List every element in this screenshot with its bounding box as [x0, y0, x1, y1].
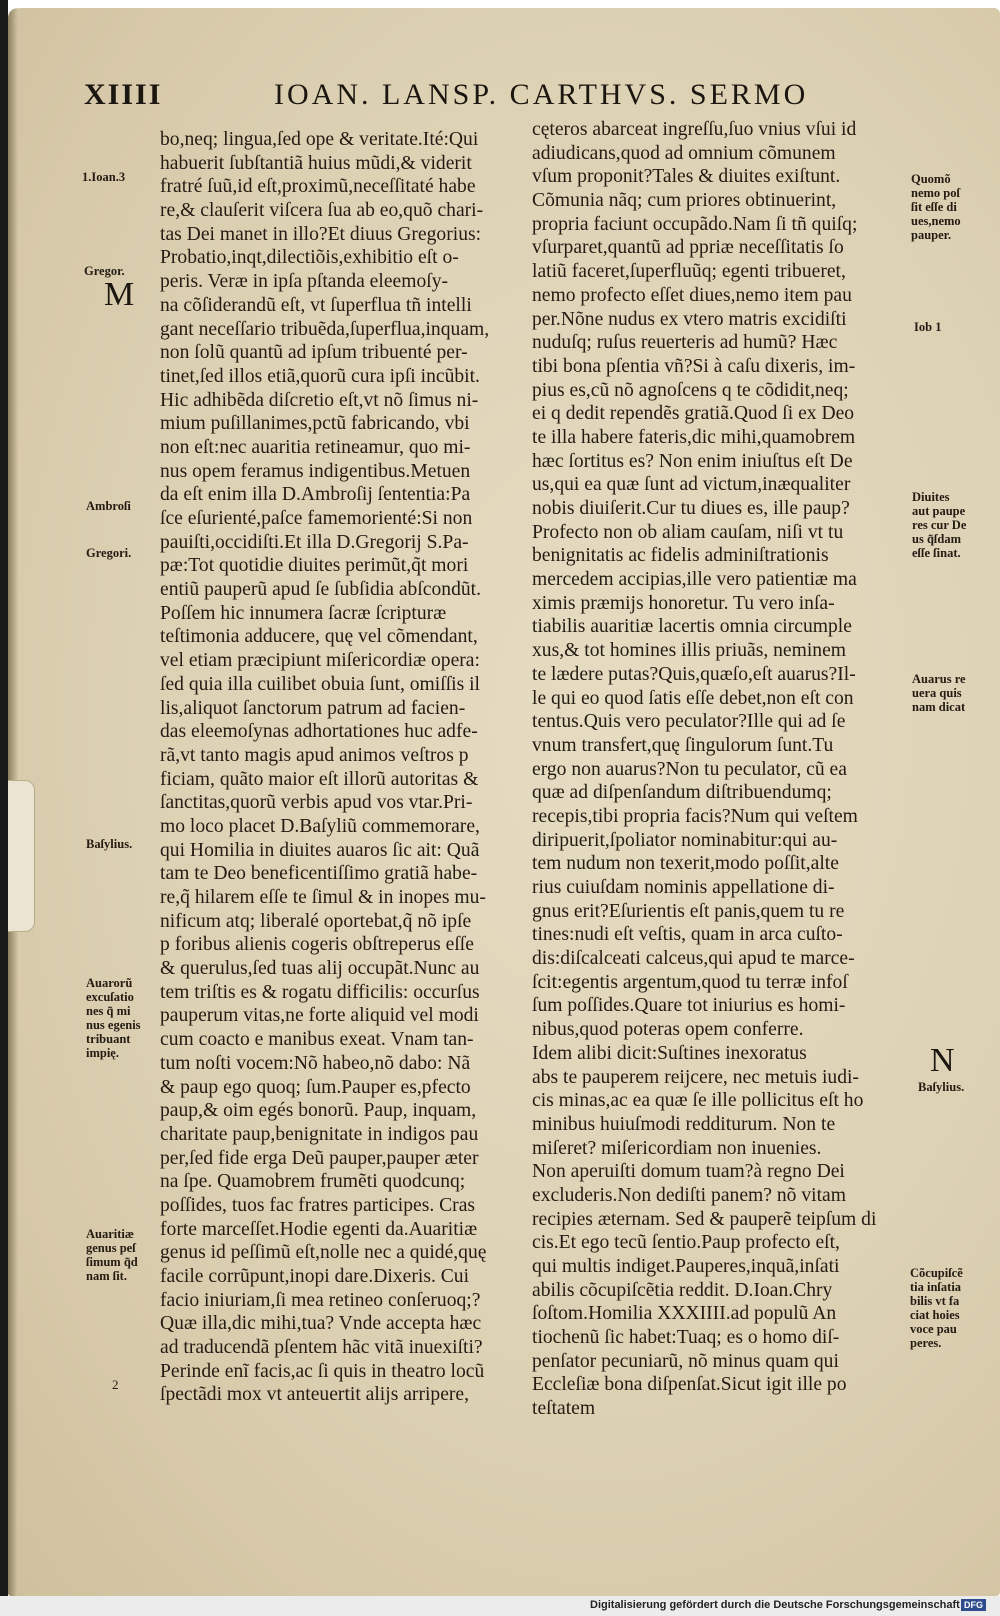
text-line: miſeret? miſericordiam non inuenies. — [532, 1137, 822, 1159]
margin-note-line: Auarus re — [912, 672, 966, 686]
scan-edge — [0, 0, 8, 1616]
text-line: tum noſti vocem:Nõ habeo,nõ dabo: Nã — [160, 1052, 471, 1074]
text-line: re,q̃ hilarem eſſe te ſimul & in inopes mu- — [160, 887, 486, 908]
text-line: le qui eo quod ſatis eſſe debet,non eſt con — [532, 687, 854, 709]
text-line: Idem alibi dicit:Suſtines inexoratus — [532, 1042, 807, 1064]
text-line: Non aperuiſti domum tuam?à regno Dei — [532, 1161, 845, 1183]
margin-note-line: eſſe ſinat. — [912, 546, 961, 560]
text-line: quæ ad diſpenſandum diſtribuendumq; — [532, 782, 832, 804]
text-line: cęteros abarceat ingreſſu,ſuo vnius vſui id — [532, 119, 857, 140]
page-clip — [8, 780, 35, 932]
margin-note-line: pauper. — [911, 228, 952, 242]
text-line: forte marceſſet.Hodie egenti da.Auaritiæ — [160, 1218, 478, 1240]
text-line: na ſpe. Quamobrem frumẽti quodcunq; — [160, 1171, 466, 1193]
text-line: fratré ſuũ,id eſt,proximũ,neceſſitaté habe — [160, 176, 476, 198]
text-line: vel etiam præcipiunt miſericordiæ opera: — [160, 650, 480, 672]
text-line: vnum transfert,quę ſingulorum ſunt.Tu — [532, 734, 834, 756]
margin-note-line: nus egenis — [86, 1018, 141, 1032]
text-line: recepis,tibi propria facis?Num qui veſtem — [532, 805, 858, 827]
margin-note-line: nes q̃ mi — [86, 1004, 131, 1018]
margin-note-basylius-left — [86, 837, 132, 851]
margin-note-line: Cõcupiſcẽ — [910, 1266, 963, 1280]
text-line: tinet,ſed illos etiã,quorũ cura ipſi incũbit. — [160, 365, 480, 387]
text-line: nus opem feramus indigentibus.Metuen — [160, 460, 471, 482]
text-line: nuduſq; ruſus reuerteris ad humũ? Hæc — [532, 332, 838, 354]
text-line: diripuerit,ſpoliator nominabitur:qui au- — [532, 829, 838, 851]
text-line: genus id peſſimũ eſt,nolle nec a quidé,quę — [160, 1242, 487, 1264]
text-line: tines:nudi eſt veſtis, quam in arca cuſto- — [532, 924, 843, 946]
margin-note-line: nam ſit. — [86, 1269, 127, 1283]
margin-note-line: res cur De — [912, 518, 967, 532]
text-line: nobis diuiſerit.Cur tu diues es, ille paup? — [532, 498, 850, 519]
margin-note-line: Ambroſi — [86, 499, 131, 513]
text-line: gant neceſſario tribuẽda,ſuperflua,inquam, — [160, 318, 490, 340]
text-line: ſce eſurienté,paſce famemorienté:Si non — [160, 508, 473, 529]
text-line: abilis cõcupiſcẽtia reddit. D.Ioan.Chry — [532, 1279, 833, 1301]
margin-note-gregori — [86, 546, 131, 560]
margin-note-line: nemo poſ — [911, 186, 960, 200]
margin-note-line: bilis vt fa — [910, 1294, 960, 1308]
margin-note-auarus — [912, 672, 966, 714]
text-line: propria faciunt occupãdo.Nam ſi tñ quiſq; — [532, 213, 858, 235]
margin-note-line: voce pau — [910, 1322, 957, 1336]
text-line: ſcit:egentis argentum,quod tu terræ infoſ — [532, 971, 848, 993]
dfg-logo-badge: DFG — [961, 1599, 986, 1611]
margin-note-line: tribuant — [86, 1032, 131, 1046]
text-line: benignitatis ac fidelis adminiſtrationis — [532, 545, 829, 567]
text-line: qui multis indiget.Pauperes,inquã,inſati — [532, 1256, 840, 1277]
text-line: hæc ſortitus es? Non enim iniuſtus eſt De — [532, 450, 853, 472]
margin-note-line: uera quis — [912, 686, 962, 700]
text-line: ſanctitas,quorũ verbis apud vos vtar.Pri- — [160, 792, 473, 814]
text-line: tam te Deo beneficentiſſimo gratiã habe- — [160, 863, 478, 885]
text-line: recipies æternam. Sed & pauperẽ teipſum di — [532, 1208, 877, 1230]
text-line: lis,aliquot ſanctorum patrum ad facien- — [160, 697, 466, 719]
text-line: tiochenũ ſic habet:Tuaq; es o homo diſ- — [532, 1327, 840, 1349]
margin-note-auaritiae — [86, 1227, 138, 1283]
margin-note-line: excuſatio — [86, 990, 134, 1004]
margin-note-line: tia inſatia — [910, 1280, 962, 1294]
margin-note-line: Iob 1 — [914, 320, 942, 334]
text-line: da eſt enim illa D.Ambroſij ſententia:Pa — [160, 484, 471, 506]
text-line: ſed quia illa cuilibet obuia ſunt, omiſſis il — [160, 673, 480, 695]
text-line: cis minas,ac ea quæ ſe ille pollicitus eſt ho — [532, 1090, 864, 1112]
folio-number: XIIII — [84, 78, 163, 111]
text-line: penſator pecuniarũ, nõ minus quam qui — [532, 1350, 839, 1372]
text-line: vſum proponit?Tales & diuites exiſtunt. — [532, 166, 841, 188]
funding-credit: Digitalisierung gefördert durch die Deutsche Forschungsgemeinschaft — [590, 1599, 960, 1611]
text-line: latiũ faceret,ſuperfluũq; egenti tribueret, — [532, 261, 846, 283]
text-line: ei q dedit rependẽs gratiã.Quod ſi ex Deo — [532, 403, 855, 425]
text-line: charitate paup,benignitate in indigos pau — [160, 1123, 479, 1145]
text-line: das eleemoſynas adhortationes huc adfe- — [160, 721, 478, 743]
margin-note-auarorum — [86, 976, 141, 1060]
margin-note-line: Auarorũ — [86, 976, 133, 990]
text-line: vſurparet,quantũ ad ppriæ neceſſitatis ſo — [532, 237, 844, 259]
margin-note-line: ciat hoies — [910, 1308, 960, 1322]
text-line: tas Dei manet in illo?Et diuus Gregorius: — [160, 223, 482, 245]
text-line: Eccleſiæ bona diſpenſat.Sicut igit ille po — [532, 1374, 847, 1396]
text-line: teſtimonia adducere, quę vel cõmendant, — [160, 626, 478, 648]
left-text-column — [160, 128, 522, 1407]
margin-note-line: ues,nemo — [911, 214, 961, 228]
margin-note-iob — [914, 320, 941, 334]
margin-note-line: 1.Ioan.3 — [82, 170, 126, 184]
margin-note-line: ſit eſſe di — [911, 200, 957, 214]
text-line: ſpectãdi mox vt anteuertit alijs arripere, — [160, 1384, 470, 1406]
text-line: nibus,quod poteras opem conferre. — [532, 1019, 804, 1041]
text-line: paup,& oim egés bonorũ. Paup, inquam, — [160, 1100, 477, 1122]
text-line: non ſolũ quantũ ad ipſum tribuenté per- — [160, 342, 468, 364]
signature-mark: 2 — [112, 1377, 119, 1392]
margin-note-basylius-right — [918, 1080, 964, 1094]
margin-note-line: Baſylius. — [918, 1080, 965, 1094]
text-line: nificum atq; liberalé oportebat,q̃ nõ ipſe — [160, 910, 472, 932]
margin-note-line: aut paupe — [912, 504, 966, 518]
text-line: Quæ illa,dic mihi,tua? Vnde accepta hæc — [160, 1313, 482, 1335]
text-line: pæ:Tot quotidie diuites perimũt,q̃t mori — [160, 555, 469, 577]
text-line: teſtatem — [532, 1398, 596, 1420]
text-line: mium puſillanimes,pctũ fabricando, vbi — [160, 413, 470, 435]
text-line: ergo non auarus?Non tu peculator, cũ ea — [532, 758, 847, 780]
text-line: tem nudum non texerit,modo poſſit,alte — [532, 853, 839, 875]
text-line: rius cuiuſdam nominis appellatione di- — [532, 877, 835, 898]
margin-note-line: Diuites — [912, 490, 950, 504]
text-line: te lædere putas?Quis,quæſo,eſt auarus?Il- — [532, 663, 856, 685]
margin-note-ambrosi — [86, 499, 131, 513]
margin-note-diuites — [912, 490, 966, 560]
margin-note-line: us q̃ſdam — [912, 532, 961, 546]
text-line: qui Homilia in diuites auaros ſic ait: Quã — [160, 839, 480, 861]
margin-note-line: Gregor. — [84, 264, 125, 278]
text-line: ficiam, quãto maior eſt illorũ autoritas & — [160, 768, 479, 790]
right-text-column — [532, 118, 887, 1421]
text-line: facio iniuriam,ſi mea retineo conſeruoq;? — [160, 1289, 481, 1311]
text-line: per,ſed fide erga Deũ pauper,pauper æter — [160, 1147, 479, 1169]
text-line: Cõmunia nãq; cum priores obtinuerint, — [532, 190, 837, 212]
margin-note-line: peres. — [910, 1336, 942, 1350]
text-line: poſſides, tuos fac fratres participes. Cras — [160, 1194, 476, 1216]
text-line: facile corrũpunt,inopi dare.Dixeris. Cui — [160, 1266, 470, 1287]
text-line: ſum poſſides.Quare tot iniurius es homi- — [532, 995, 846, 1017]
text-line: pauiſti,occidiſti.Et illa D.Gregorij S.Pa- — [160, 531, 469, 553]
text-line: & querulus,ſed tuas alij occupãt.Nunc au — [160, 958, 480, 980]
text-line: excluderis.Non dediſti panem? nõ vitam — [532, 1184, 846, 1206]
text-line: tem triſtis es & rogatu difficilis: occurſus — [160, 981, 480, 1003]
text-line: te illa habere fateris,dic mihi,quamobrem — [532, 426, 856, 448]
margin-note-quomo — [911, 172, 961, 242]
margin-note-line: impię. — [86, 1046, 119, 1060]
text-line: Hic adhibẽda diſcretio eſt,vt nõ ſimus ni- — [160, 389, 479, 411]
text-line: habuerit ſubſtantiã huius mũdi,& viderit — [160, 152, 472, 174]
text-line: ad traducendã pſentem hãc vitã inuexiſti? — [160, 1337, 483, 1359]
text-line: dis:diſcalceati calceus,qui apud te marce- — [532, 948, 855, 970]
text-line: gnus erit?Eſurientis eſt panis,quem tu re — [532, 900, 845, 922]
text-line: Poſſem hic innumera ſacræ ſcripturæ — [160, 602, 447, 624]
text-line: & paup ego quoq; ſum.Pauper es,pfecto — [160, 1076, 471, 1098]
text-line: pauperum vitas,ne forte aliquid vel modi — [160, 1005, 479, 1027]
text-line: Perinde enĩ facis,ac ſi quis in theatro locũ — [160, 1360, 485, 1382]
margin-note-line: genus peſ — [86, 1241, 136, 1255]
text-line: Probatio,inqt,dilectiõis,exhibitio eſt o- — [160, 247, 459, 269]
margin-initial-n: N — [930, 1042, 955, 1079]
text-line: pius es,cũ nõ agnoſcens q te cõdidit,neq; — [532, 379, 849, 401]
text-line: tibi bona pſentia vñ?Si à caſu dixeris, im- — [532, 355, 856, 377]
text-line: tiabilis auaritiæ lacertis omnia circumple — [532, 616, 852, 638]
text-line: ximis præmijs honoretur. Tu vero inſa- — [532, 592, 835, 614]
text-line: cum coacto e manibus exeat. Vnam tan- — [160, 1029, 474, 1051]
text-line: p foribus alienis cogeris obſtreperus eſſe — [160, 934, 474, 956]
text-line: abs te pauperem reijcere, nec metuis iudi- — [532, 1066, 859, 1088]
text-line: mercedem accipias,ille vero patientiæ ma — [532, 569, 857, 591]
text-line: Profecto non ob aliam cauſam, niſi vt tu — [532, 521, 844, 543]
text-line: per.Nõne nudus ex vtero matris excidiſti — [532, 308, 847, 330]
text-line: entiũ pauperũ apud ſe ſubſidia abſcondũt. — [160, 579, 482, 601]
margin-note-line: Baſylius. — [86, 837, 133, 851]
text-line: nemo profecto eſſet diues,nemo item pau — [532, 284, 852, 306]
margin-note-cocupiscentia — [910, 1266, 963, 1350]
text-line: minibus huiuſmodi redditurum. Non te — [532, 1113, 836, 1135]
text-line: tentus.Quis vero peculator?Ille qui ad ſe — [532, 711, 846, 733]
margin-note-ioan — [82, 170, 125, 184]
text-line: us,qui ea quæ ſunt ad victum,inæqualiter — [532, 474, 851, 496]
margin-initial-m: M — [104, 276, 135, 313]
text-line: na cõſiderandũ eſt, vt ſuperflua tñ intelli — [160, 294, 472, 316]
margin-note-line: Auaritiæ — [86, 1227, 134, 1241]
margin-note-line: Quomõ — [911, 172, 951, 186]
text-line: ſoſtom.Homilia XXXIIII.ad populũ An — [532, 1303, 837, 1325]
text-line: adiudicans,quod ad omnium cõmunem — [532, 142, 836, 164]
margin-note-line: Gregori. — [86, 546, 132, 560]
text-line: xus,& tot homines illis priuãs, neminem — [532, 640, 847, 662]
text-line: peris. Veræ in ipſa pſtanda eleemoſy- — [160, 271, 449, 293]
margin-note-line: nam dicat — [912, 700, 966, 714]
text-line: non eſt:nec auaritia retineamur, quo mi- — [160, 436, 471, 458]
text-line: bo,neq; lingua,ſed ope & veritate.Ité:Qui — [160, 129, 479, 150]
text-line: mo loco placet D.Baſyliũ commemorare, — [160, 815, 480, 837]
text-line: rã,vt tanto magis apud animos veſtros p — [160, 744, 469, 766]
text-line: re,& clauſerit viſcera ſua ab eo,quõ chari- — [160, 200, 484, 222]
text-line: cis.Et ego tecũ ſentio.Paup profecto eſt, — [532, 1232, 840, 1254]
margin-note-line: ſimum q̃d — [86, 1255, 138, 1269]
running-title: IOAN. LANSP. CARTHVS. SERMO — [274, 78, 809, 111]
